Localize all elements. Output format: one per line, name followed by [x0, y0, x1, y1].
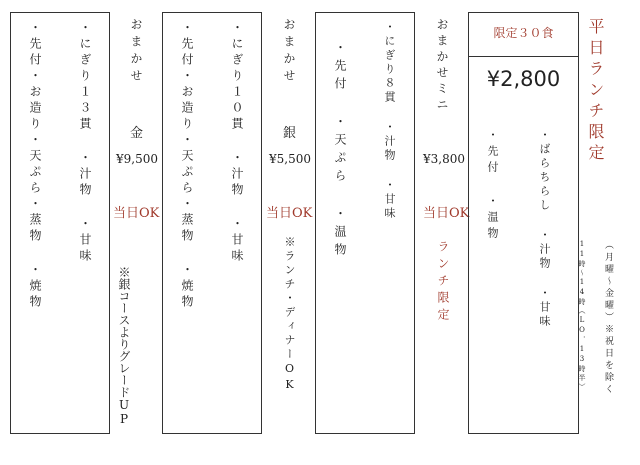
kin-items-col1: ・にぎり１３貫 ・汁物 ・甘味 [78, 21, 92, 265]
kin-note [118, 266, 130, 426]
mini-items-col2: ・先付 ・天ぷら ・温物 [333, 41, 347, 261]
mini-course-name: おまかせミニ [435, 18, 449, 114]
lunch-title: 平日ランチ限定 [586, 18, 605, 165]
gin-sameday-label: 当日OK [266, 206, 313, 221]
limited-menu-box [468, 12, 579, 434]
mini-price: ¥3,800 [423, 152, 465, 166]
kin-note-text: ※銀コースよりグレードUP [117, 266, 131, 426]
mini-menu-box [315, 12, 415, 434]
gin-items-col1: ・にぎり１０貫 ・汁物 ・甘味 [230, 21, 244, 265]
kin-items-col2: ・先付・お造り・天ぷら・蒸物 ・焼物 [28, 21, 42, 311]
limited-header: 限定３０食 [493, 26, 554, 40]
limited-price: ¥2,800 [486, 67, 561, 91]
limited-items-col2: ・先付 ・温物 [486, 129, 499, 243]
gin-price: ¥5,500 [269, 152, 311, 166]
mini-note: ランチ限定 [436, 240, 450, 325]
kin-rank: 金 [130, 126, 144, 141]
limited-items-col1: ・ばらちらし ・汁物 ・甘味 [538, 129, 551, 329]
gin-menu-box [162, 12, 262, 434]
gin-rank: 銀 [283, 126, 297, 141]
gin-items-col2: ・先付・お造り・天ぷら・蒸物 ・焼物 [180, 21, 194, 311]
kin-course-name: おまかせ [129, 18, 143, 86]
title-hours: 11時〜14時（LO．13時半） [578, 240, 586, 392]
title-days: （月曜〜金曜）※祝日を除く [603, 240, 613, 396]
mini-items-col1: ・にぎり８貫 ・汁物 ・甘味 [383, 21, 396, 221]
limited-header-divider [469, 56, 578, 57]
kin-price: ¥9,500 [116, 152, 158, 166]
gin-note: ※ランチ・ディナーOK [283, 236, 296, 394]
kin-menu-box [10, 12, 110, 434]
gin-course-name: おまかせ [282, 18, 296, 86]
kin-sameday-label: 当日OK [113, 206, 160, 221]
mini-sameday-label: 当日OK [423, 206, 470, 221]
